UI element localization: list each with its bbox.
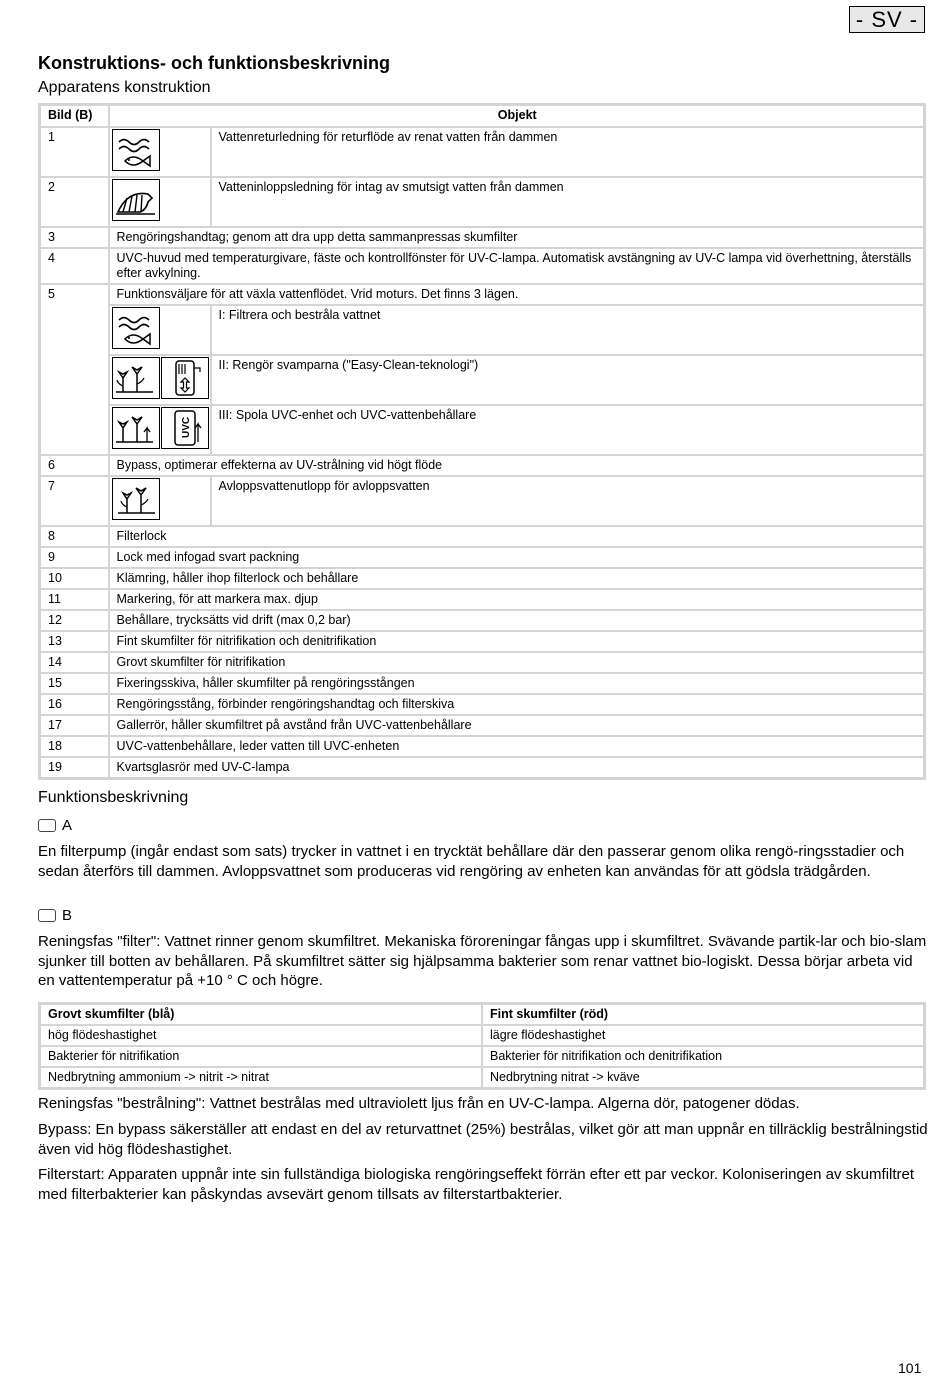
- icon-cell: [109, 405, 211, 455]
- table-row: [40, 694, 925, 715]
- filter-comparison-table: [38, 1002, 926, 1090]
- row-text: Grovt skumfilter för nitrifikation: [109, 652, 925, 673]
- table-row: [40, 355, 925, 405]
- table-cell: lägre flödeshastighet: [482, 1025, 925, 1046]
- table-row: [40, 715, 925, 736]
- row-text: Bypass, optimerar effekterna av UV-strålning vid högt flöde: [109, 455, 925, 476]
- row-number: 7: [40, 476, 109, 526]
- uvc-icon-label: UVC: [180, 416, 192, 438]
- figure-marker-label: B: [62, 907, 73, 924]
- row-number: 10: [40, 568, 109, 589]
- function-section-title: Funktionsbeskrivning: [38, 789, 189, 806]
- row-number: 3: [40, 227, 109, 248]
- row-text: I: Filtrera och bestråla vattnet: [211, 305, 925, 355]
- table-row: [40, 526, 925, 547]
- table-cell: Bakterier för nitrifikation och denitrifikation: [482, 1046, 925, 1067]
- table-row: [40, 736, 925, 757]
- row-text: UVC-huvud med temperaturgivare, fäste och kontrollfönster för UV-C-lampa. Automatisk avstängning av UV-C lampa vid överhettning, återställs efter avkylning.: [109, 248, 925, 284]
- uvc-unit-icon: [161, 407, 209, 449]
- row-number: 17: [40, 715, 109, 736]
- row-text: III: Spola UVC-enhet och UVC-vattenbehållare: [211, 405, 925, 455]
- table-cell: hög flödeshastighet: [40, 1025, 483, 1046]
- language-badge: - SV -: [849, 6, 925, 33]
- figure-ref-icon: [38, 909, 56, 922]
- filter-mode-fish-icon: [112, 307, 160, 349]
- row-number: 14: [40, 652, 109, 673]
- figure-marker-label: A: [62, 817, 73, 834]
- table-row: [40, 476, 925, 526]
- row-text: Funktionsväljare för att växla vattenflödet. Vrid moturs. Det finns 3 lägen.: [109, 284, 925, 305]
- paragraph-a: En filterpump (ingår endast som sats) trycker in vattnet i en trycktät behållare där den passerar genom olika rengö-ringsstadier och sedan återförs till dammen. Avloppsvattnet som produceras vid rengöring av enheten kan användas för att gödsla trädgården.: [38, 843, 905, 880]
- icon-cell: [109, 177, 211, 227]
- row-number: 16: [40, 694, 109, 715]
- flower-flush-icon: [112, 407, 160, 449]
- table-row: [40, 227, 925, 248]
- paragraph-bypass: Bypass: En bypass säkerställer att endast en del av returvattnet (25%) bestrålas, vilket gör att man uppnår en tillräcklig bestrålningstid även vid hög flödeshastighet.: [38, 1121, 928, 1158]
- row-number: 2: [40, 177, 109, 227]
- table-row: [40, 652, 925, 673]
- icon-cell: [109, 305, 211, 355]
- table-row: [40, 1046, 925, 1067]
- row-number: 13: [40, 631, 109, 652]
- icon-cell: [109, 127, 211, 177]
- row-text: Vatteninloppsledning för intag av smutsigt vatten från dammen: [211, 177, 925, 227]
- section-subtitle: Apparatens konstruktion: [38, 79, 211, 96]
- row-number: 5: [40, 284, 109, 455]
- filter-table-header: [40, 1004, 925, 1026]
- parts-table-header: [40, 105, 925, 128]
- row-text: Rengöringshandtag; genom att dra upp detta sammanpressas skumfilter: [109, 227, 925, 248]
- icon-cell: [109, 355, 211, 405]
- table-row: [40, 284, 925, 305]
- table-cell: Bakterier för nitrifikation: [40, 1046, 483, 1067]
- table-row: [40, 589, 925, 610]
- row-text: Rengöringsstång, förbinder rengöringshandtag och filterskiva: [109, 694, 925, 715]
- table-row: [40, 631, 925, 652]
- row-text: Fixeringsskiva, håller skumfilter på rengöringsstången: [109, 673, 925, 694]
- row-number: 8: [40, 526, 109, 547]
- row-text: Lock med infogad svart packning: [109, 547, 925, 568]
- table-row: [40, 568, 925, 589]
- row-text: Vattenreturledning för returflöde av renat vatten från dammen: [211, 127, 925, 177]
- table-cell: Nedbrytning nitrat -> kväve: [482, 1067, 925, 1089]
- row-number: 4: [40, 248, 109, 284]
- row-text: Fint skumfilter för nitrifikation och denitrifikation: [109, 631, 925, 652]
- paragraph-filterstart: Filterstart: Apparaten uppnår inte sin fullständiga biologiska rengöringseffekt förrän efter ett par veckor. Koloniseringen av skumfiltret med filterbakterier kan påskyndas avsevärt genom tillsats av filterstartbakterier.: [38, 1166, 915, 1203]
- col-header-bild: Bild (B): [40, 105, 109, 128]
- table-row: [40, 1025, 925, 1046]
- row-text: Markering, för att markera max. djup: [109, 589, 925, 610]
- table-row: [40, 673, 925, 694]
- table-row: [40, 455, 925, 476]
- figure-ref-icon: [38, 819, 56, 832]
- table-row: [40, 757, 925, 779]
- figure-marker-a: [38, 817, 72, 834]
- wastewater-flower-icon: [112, 478, 160, 520]
- table-row: [40, 547, 925, 568]
- page-title: Konstruktions- och funktionsbeskrivning: [38, 53, 391, 73]
- paragraph-b: Reningsfas "filter": Vattnet rinner genom skumfiltret. Mekaniska föroreningar fångas upp i skumfiltret. Svävande partik-lar och bio-slam sjunker till botten av behållaren. På skumfiltret sätter sig hjälpsamma bakterier som renar vattnet bio-logiskt. Dessa börjar arbeta vid en vattentemperatur på +10 ° C och högre.: [38, 933, 927, 989]
- inlet-dirty-water-icon: [112, 179, 160, 221]
- row-number: 1: [40, 127, 109, 177]
- icon-cell: [109, 476, 211, 526]
- row-text: Gallerrör, håller skumfiltret på avstånd från UVC-vattenbehållare: [109, 715, 925, 736]
- header-fine-filter: Fint skumfilter (röd): [482, 1004, 925, 1026]
- paragraph-radiation: Reningsfas "bestrålning": Vattnet bestrålas med ultraviolett ljus från en UV-C-lampa. Algerna dör, patogener dödas.: [38, 1095, 800, 1112]
- table-row: [40, 127, 925, 177]
- row-text: Klämring, håller ihop filterlock och behållare: [109, 568, 925, 589]
- row-number: 12: [40, 610, 109, 631]
- sponge-clean-arrows-icon: [161, 357, 209, 399]
- row-text: Filterlock: [109, 526, 925, 547]
- row-text: Avloppsvattenutlopp för avloppsvatten: [211, 476, 925, 526]
- row-text: Behållare, trycksätts vid drift (max 0,2 bar): [109, 610, 925, 631]
- row-number: 9: [40, 547, 109, 568]
- row-number: 18: [40, 736, 109, 757]
- header-coarse-filter: Grovt skumfilter (blå): [40, 1004, 483, 1026]
- row-text: Kvartsglasrör med UV-C-lampa: [109, 757, 925, 779]
- table-cell: Nedbrytning ammonium -> nitrit -> nitrat: [40, 1067, 483, 1089]
- page-number: 101: [898, 1360, 922, 1376]
- table-row: [40, 610, 925, 631]
- flower-plant-icon: [112, 357, 160, 399]
- table-row: [40, 405, 925, 455]
- table-row: [40, 1067, 925, 1089]
- parts-table: [38, 103, 926, 780]
- row-number: 11: [40, 589, 109, 610]
- return-water-fish-icon: [112, 129, 160, 171]
- col-header-objekt: Objekt: [109, 105, 925, 128]
- table-row: [40, 248, 925, 284]
- row-number: 19: [40, 757, 109, 779]
- table-row: [40, 177, 925, 227]
- row-text: II: Rengör svamparna ("Easy-Clean-teknologi"): [211, 355, 925, 405]
- row-text: UVC-vattenbehållare, leder vatten till UVC-enheten: [109, 736, 925, 757]
- row-number: 15: [40, 673, 109, 694]
- figure-marker-b: [38, 907, 72, 924]
- row-number: 6: [40, 455, 109, 476]
- table-row: [40, 305, 925, 355]
